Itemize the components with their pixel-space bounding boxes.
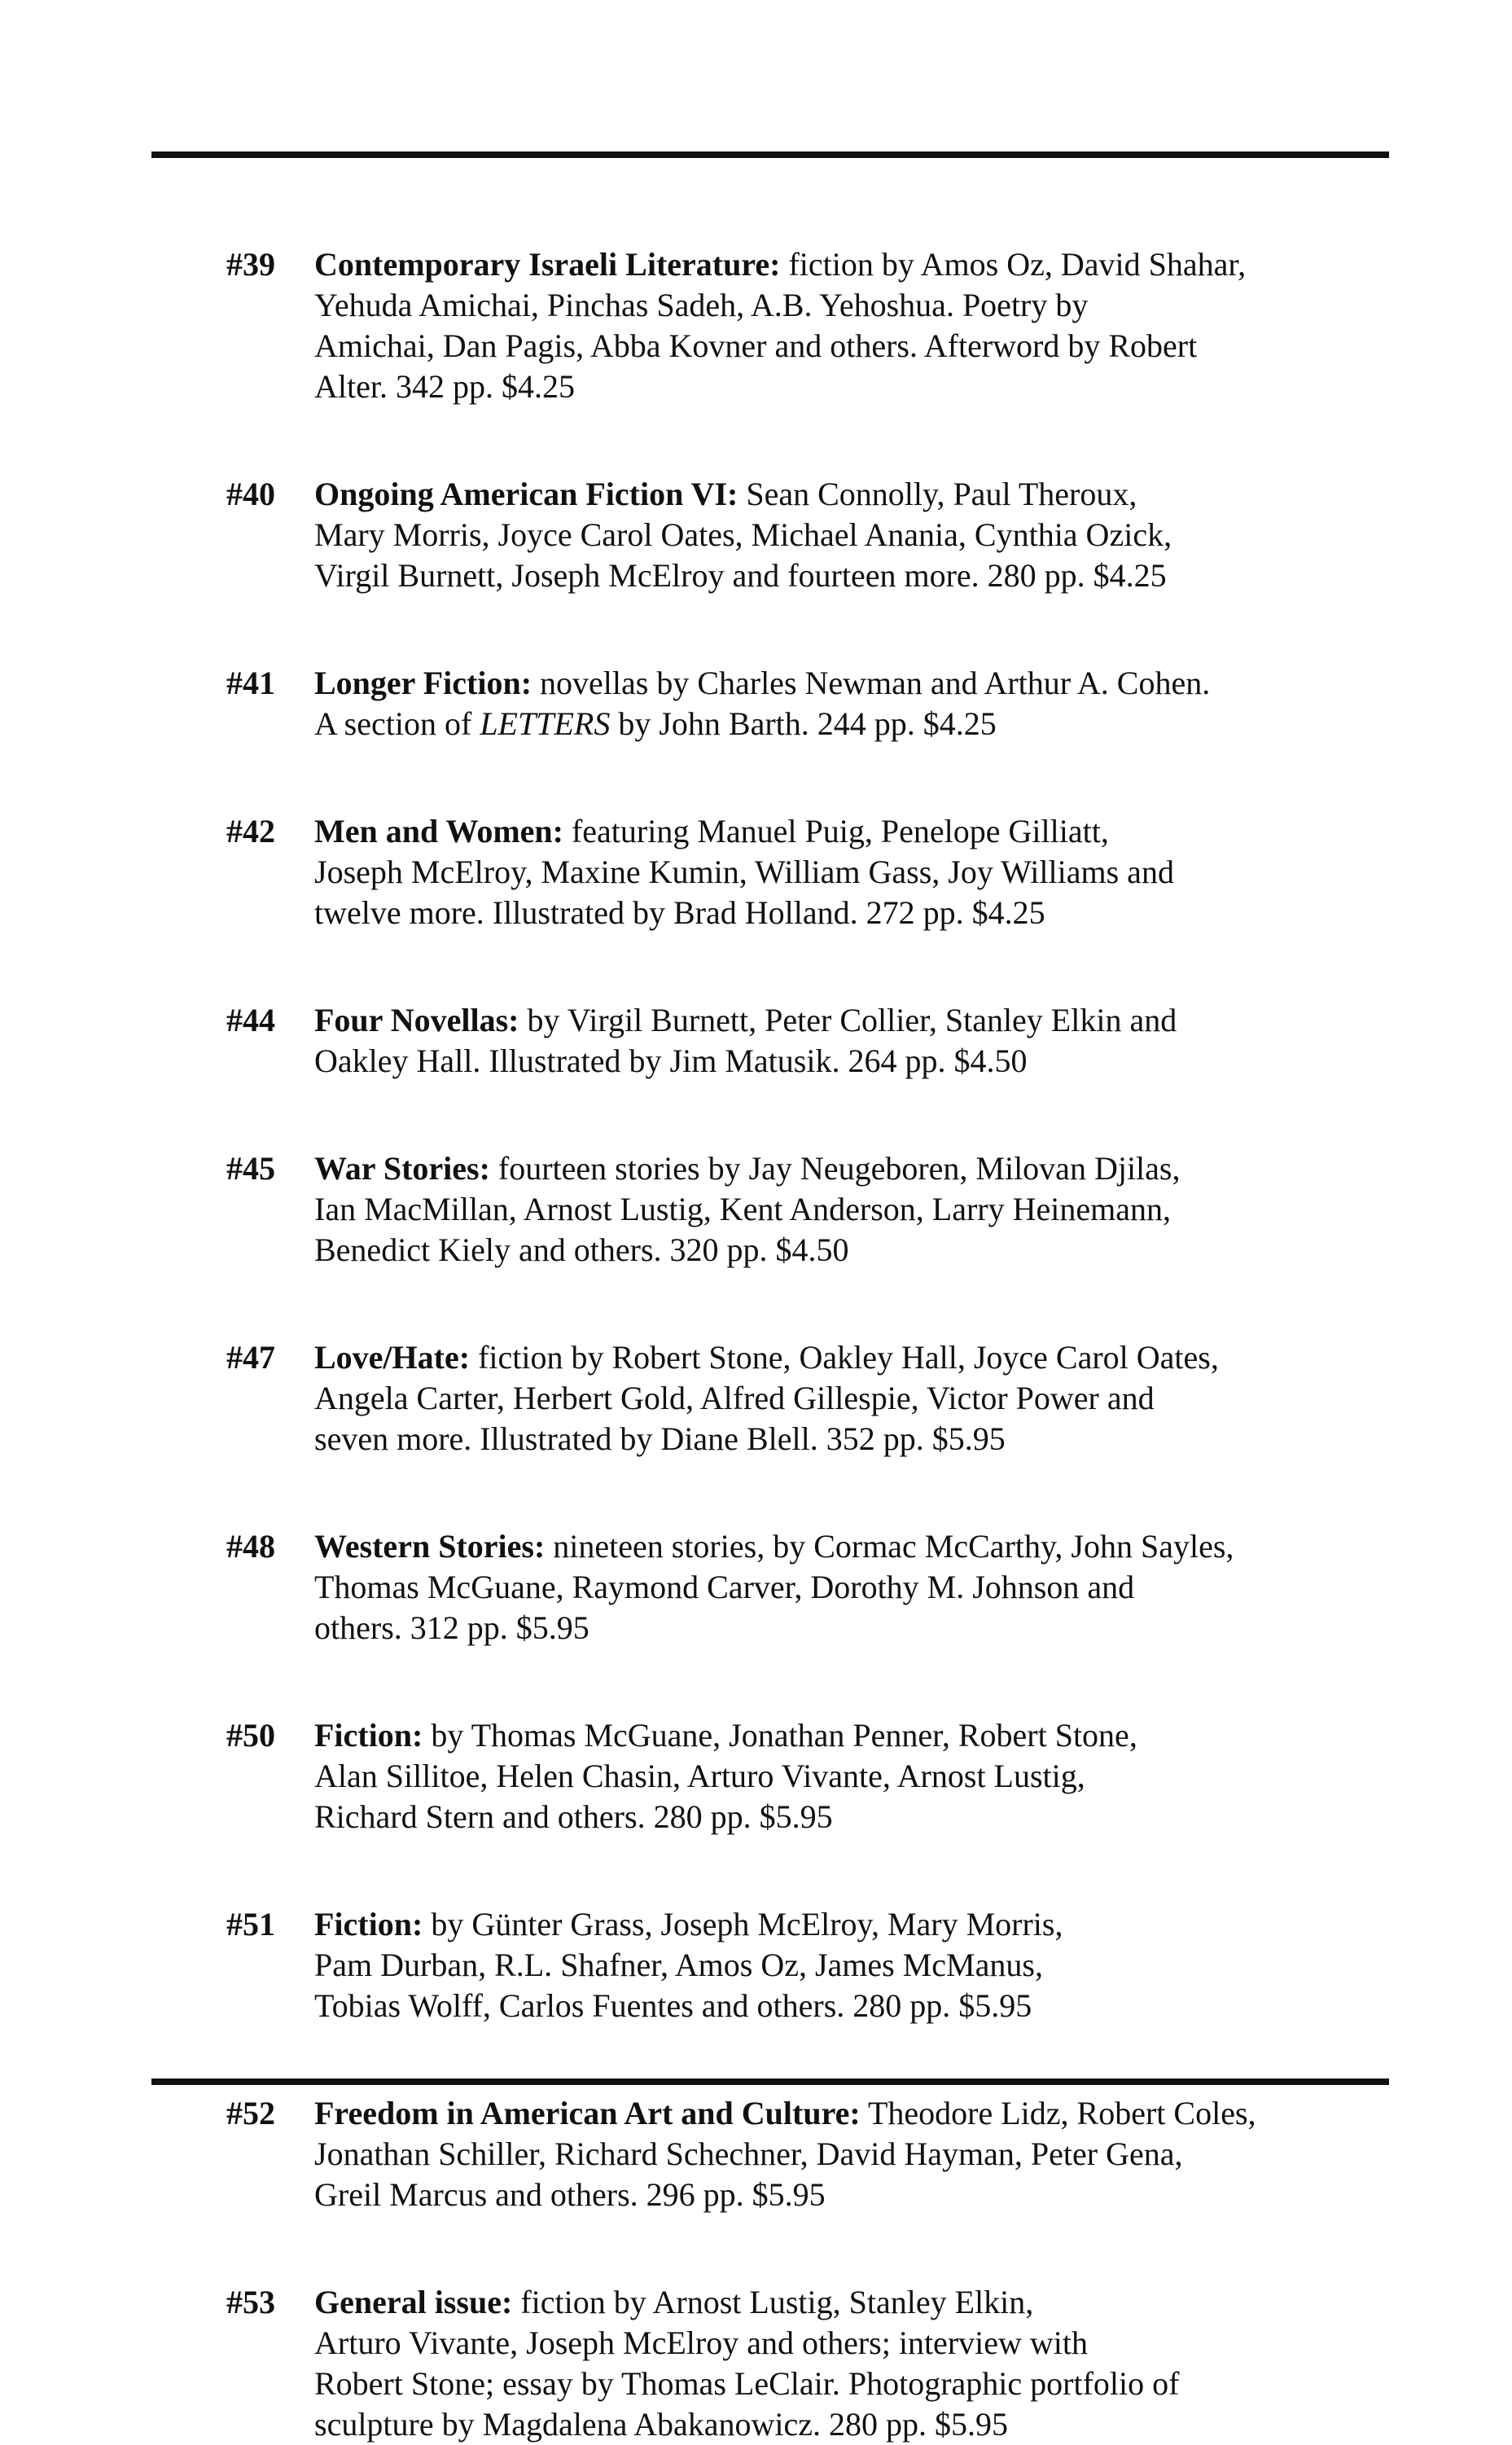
entry-text: fiction by Robert Stone, Oakley Hall, Joyce Carol Oates, (470, 1339, 1219, 1376)
bottom-rule (151, 2078, 1389, 2085)
entry-text: fiction by Amos Oz, David Shahar, (780, 246, 1247, 283)
entry-description (314, 1904, 1334, 2026)
entry-line: sculpture by Magdalena Abakanowicz. 280 pp. $5.95 (314, 2406, 1009, 2443)
entry-line: Robert Stone; essay by Thomas LeClair. Photographic portfolio of (314, 2365, 1180, 2402)
entry-text: novellas by Charles Newman and Arthur A. Cohen. (532, 665, 1211, 701)
entry-line: Alan Sillitoe, Helen Chasin, Arturo Vivante, Arnost Lustig, (314, 1758, 1085, 1794)
entry-line (314, 1526, 1334, 1567)
entry-line: Greil Marcus and others. 296 pp. $5.95 (314, 2176, 826, 2213)
catalog-entry-45 (226, 1148, 1334, 1271)
catalog-entry-52 (226, 2093, 1334, 2215)
entry-title: Freedom in American Art and Culture: (314, 2095, 861, 2131)
issue-number: #48 (226, 1528, 275, 1565)
entry-line (314, 244, 1334, 285)
entry-line (314, 2282, 1334, 2323)
entry-line: Amichai, Dan Pagis, Abba Kovner and others. Afterword by Robert (314, 327, 1198, 364)
entry-text: fourteen stories by Jay Neugeboren, Milovan Djilas, (489, 1150, 1181, 1187)
entry-line: Mary Morris, Joyce Carol Oates, Michael Anania, Cynthia Ozick, (314, 516, 1172, 553)
issue-number: #45 (226, 1150, 275, 1187)
catalog-list (226, 244, 1334, 2445)
catalog-entry-50 (226, 1715, 1334, 1837)
entry-title: Contemporary Israeli Literature: (314, 246, 781, 283)
issue-number: #50 (226, 1717, 275, 1754)
entry-title: Ongoing American Fiction VI: (314, 476, 738, 512)
issue-number: #39 (226, 246, 275, 283)
issue-number: #47 (226, 1339, 275, 1376)
entry-text: by Günter Grass, Joseph McElroy, Mary Morris, (423, 1906, 1063, 1942)
entry-title: Longer Fiction: (314, 665, 532, 701)
entry-description (314, 663, 1334, 744)
entry-title: Fiction: (314, 1906, 423, 1942)
entry-description (314, 474, 1334, 596)
entry-text: by Virgil Burnett, Peter Collier, Stanley Elkin and (519, 1002, 1177, 1038)
entry-line: Benedict Kiely and others. 320 pp. $4.50 (314, 1231, 849, 1268)
issue-number: #52 (226, 2095, 275, 2131)
entry-line: others. 312 pp. $5.95 (314, 1609, 589, 1646)
entry-line (314, 474, 1334, 515)
entry-description (314, 811, 1334, 933)
catalog-entry-51 (226, 1904, 1334, 2026)
entry-line (314, 1337, 1334, 1378)
entry-description (314, 1337, 1334, 1460)
entry-title: Fiction: (314, 1717, 423, 1754)
entry-line: Oakley Hall. Illustrated by Jim Matusik. 264 pp. $4.50 (314, 1043, 1028, 1079)
entry-description (314, 2282, 1334, 2445)
entry-line (314, 704, 1334, 744)
entry-text: fiction by Arnost Lustig, Stanley Elkin, (512, 2284, 1034, 2320)
entry-title: Men and Women: (314, 813, 563, 849)
entry-description (314, 1526, 1334, 1648)
issue-number: #42 (226, 813, 275, 849)
entry-line (314, 1148, 1334, 1189)
entry-line: Arturo Vivante, Joseph McElroy and others; interview with (314, 2324, 1088, 2361)
entry-line: Ian MacMillan, Arnost Lustig, Kent Anderson, Larry Heinemann, (314, 1191, 1171, 1227)
entry-title: Western Stories: (314, 1528, 546, 1565)
entry-text: Theodore Lidz, Robert Coles, (860, 2095, 1256, 2131)
book-title-letters: LETTERS (480, 705, 611, 742)
entry-line (314, 1715, 1334, 1756)
entry-line: Virgil Burnett, Joseph McElroy and fourteen more. 280 pp. $4.25 (314, 557, 1167, 594)
catalog-entry-53 (226, 2282, 1334, 2445)
entry-line (314, 1000, 1334, 1041)
entry-description (314, 1715, 1334, 1837)
entry-text: A section of (314, 705, 480, 742)
entry-text: by Thomas McGuane, Jonathan Penner, Robert Stone, (423, 1717, 1137, 1754)
entry-title: Four Novellas: (314, 1002, 519, 1038)
entry-text: nineteen stories, by Cormac McCarthy, John Sayles, (545, 1528, 1234, 1565)
catalog-entry-41 (226, 663, 1334, 744)
issue-number: #40 (226, 476, 275, 512)
entry-line: Angela Carter, Herbert Gold, Alfred Gillespie, Victor Power and (314, 1380, 1155, 1416)
entry-description (314, 1000, 1334, 1082)
entry-title: Love/Hate: (314, 1339, 471, 1376)
entry-line (314, 811, 1334, 852)
entry-description (314, 2093, 1334, 2215)
entry-text: Sean Connolly, Paul Theroux, (738, 476, 1137, 512)
entry-line: Jonathan Schiller, Richard Schechner, David Hayman, Peter Gena, (314, 2136, 1183, 2172)
entry-line (314, 1904, 1334, 1945)
entry-text: by John Barth. 244 pp. $4.25 (610, 705, 997, 742)
issue-number: #53 (226, 2284, 275, 2320)
issue-number: #51 (226, 1906, 275, 1942)
entry-description (314, 1148, 1334, 1271)
catalog-entry-47 (226, 1337, 1334, 1460)
entry-line: Pam Durban, R.L. Shafner, Amos Oz, James McManus, (314, 1947, 1043, 1983)
entry-line: seven more. Illustrated by Diane Blell. 352 pp. $5.95 (314, 1420, 1006, 1457)
entry-title: War Stories: (314, 1150, 490, 1187)
entry-line (314, 663, 1334, 704)
catalog-entry-44 (226, 1000, 1334, 1082)
issue-number: #41 (226, 665, 275, 701)
entry-line: Richard Stern and others. 280 pp. $5.95 (314, 1798, 833, 1835)
entry-line: twelve more. Illustrated by Brad Holland. 272 pp. $4.25 (314, 894, 1045, 931)
entry-text: featuring Manuel Puig, Penelope Gilliatt, (563, 813, 1109, 849)
entry-line: Joseph McElroy, Maxine Kumin, William Gass, Joy Williams and (314, 854, 1174, 890)
entry-description (314, 244, 1334, 407)
catalog-entry-42 (226, 811, 1334, 933)
entry-line: Alter. 342 pp. $4.25 (314, 368, 575, 405)
entry-line: Thomas McGuane, Raymond Carver, Dorothy M. Johnson and (314, 1569, 1135, 1605)
issue-number: #44 (226, 1002, 275, 1038)
entry-title: General issue: (314, 2284, 513, 2320)
catalog-entry-39 (226, 244, 1334, 407)
entry-line: Yehuda Amichai, Pinchas Sadeh, A.B. Yehoshua. Poetry by (314, 287, 1089, 323)
catalog-entry-40 (226, 474, 1334, 596)
entry-line (314, 2093, 1334, 2134)
catalog-entry-48 (226, 1526, 1334, 1648)
entry-line: Tobias Wolff, Carlos Fuentes and others. 280 pp. $5.95 (314, 1987, 1032, 2024)
top-rule (151, 151, 1389, 158)
